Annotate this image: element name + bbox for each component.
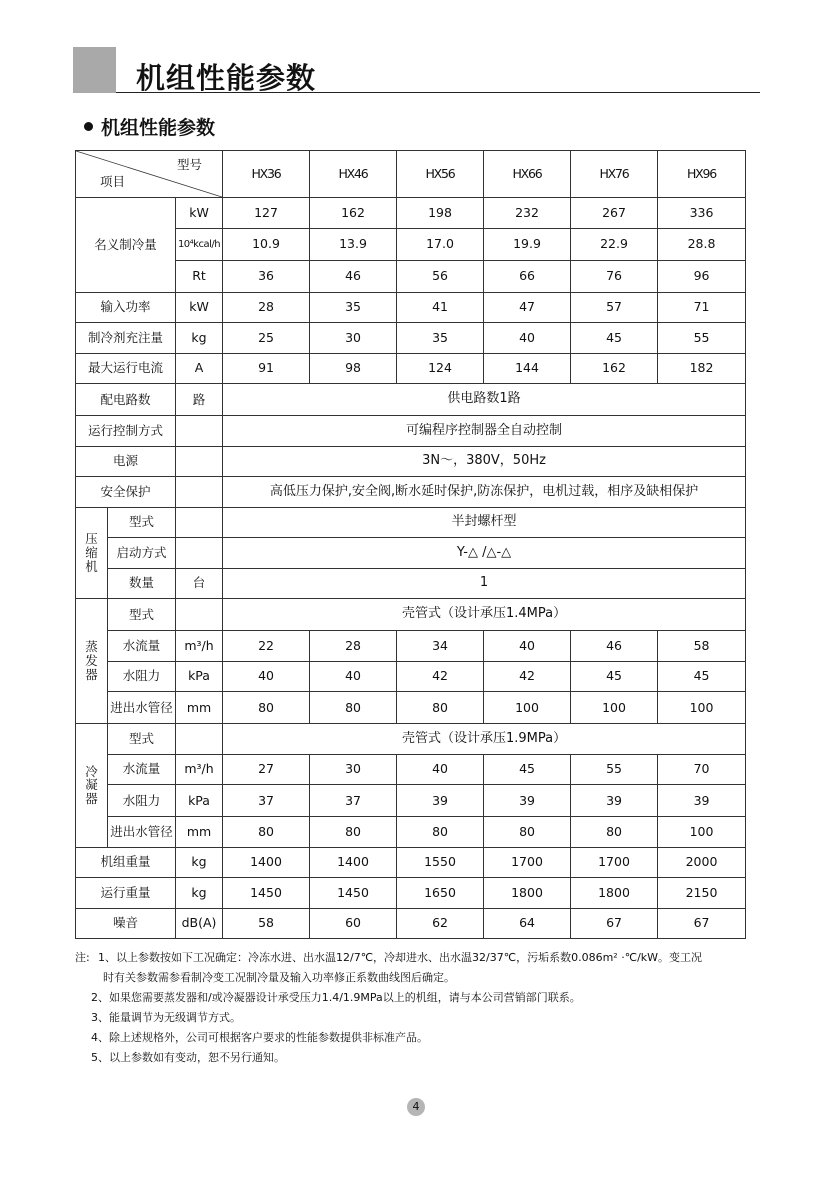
row-label: 安全保护 — [76, 477, 176, 508]
value-cell: 41 — [397, 292, 484, 323]
table-row — [76, 292, 746, 323]
row-label: 输入功率 — [76, 292, 176, 323]
value-cell: 39 — [658, 785, 746, 817]
value-cell: 336 — [658, 198, 746, 229]
unit-cell: 路 — [176, 384, 223, 416]
page-title: 机组性能参数 — [136, 61, 317, 95]
row-label: 水流量 — [108, 754, 176, 785]
value-cell: 144 — [484, 353, 571, 384]
table-row — [76, 228, 746, 260]
value-cell: 39 — [397, 785, 484, 817]
value-cell: 100 — [571, 692, 658, 724]
value-cell: 80 — [223, 817, 310, 848]
value-cell: 1800 — [571, 878, 658, 909]
table-row — [76, 692, 746, 724]
value-cell: 42 — [484, 661, 571, 692]
model-hx36: HX36 — [223, 151, 310, 198]
merged-value: Y-△ /△-△ — [223, 538, 746, 569]
value-cell: 10.9 — [223, 228, 310, 260]
value-cell: 17.0 — [397, 228, 484, 260]
table-row — [76, 847, 746, 878]
note-3: 3、能量调节为无级调节方式。 — [91, 1011, 241, 1024]
table-row — [76, 384, 746, 416]
value-cell: 80 — [310, 817, 397, 848]
value-cell: 37 — [310, 785, 397, 817]
value-cell: 232 — [484, 198, 571, 229]
value-cell: 162 — [571, 353, 658, 384]
value-cell: 30 — [310, 323, 397, 354]
table-row — [76, 661, 746, 692]
value-cell: 71 — [658, 292, 746, 323]
value-cell: 100 — [484, 692, 571, 724]
corner-cell — [76, 151, 223, 198]
unit-cell: dB(A) — [176, 908, 223, 939]
value-cell: 64 — [484, 908, 571, 939]
row-label: 型式 — [108, 724, 176, 755]
value-cell: 1400 — [310, 847, 397, 878]
value-cell: 2000 — [658, 847, 746, 878]
value-cell: 28.8 — [658, 228, 746, 260]
merged-value: 3N～，380V，50Hz — [223, 446, 746, 477]
unit-cell: kPa — [176, 661, 223, 692]
row-label: 启动方式 — [108, 538, 176, 569]
value-cell: 40 — [223, 661, 310, 692]
row-label: 进出水管径 — [108, 817, 176, 848]
value-cell: 25 — [223, 323, 310, 354]
value-cell: 28 — [310, 631, 397, 662]
value-cell: 60 — [310, 908, 397, 939]
merged-value: 可编程序控制器全自动控制 — [223, 416, 746, 447]
value-cell: 22.9 — [571, 228, 658, 260]
unit-cell: m³/h — [176, 631, 223, 662]
unit-cell — [176, 446, 223, 477]
table-row — [76, 260, 746, 292]
model-hx96: HX96 — [658, 151, 746, 198]
unit-cell: kg — [176, 847, 223, 878]
note-4: 4、除上述规格外，公司可根据客户要求的性能参数提供非标准产品。 — [91, 1031, 428, 1044]
corner-model-label: 型号 — [177, 157, 203, 172]
section-title: 机组性能参数 — [101, 117, 216, 139]
value-cell: 80 — [223, 692, 310, 724]
row-label: 型式 — [108, 599, 176, 631]
table-row — [76, 724, 746, 755]
value-cell: 96 — [658, 260, 746, 292]
value-cell: 22 — [223, 631, 310, 662]
unit-cell — [176, 538, 223, 569]
table-row — [76, 198, 746, 229]
value-cell: 80 — [484, 817, 571, 848]
header-gray-block — [73, 47, 116, 93]
model-hx76: HX76 — [571, 151, 658, 198]
value-cell: 100 — [658, 692, 746, 724]
value-cell: 80 — [310, 692, 397, 724]
value-cell: 66 — [484, 260, 571, 292]
row-label: 水流量 — [108, 631, 176, 662]
evaporator-group-label: 蒸发器 — [76, 599, 108, 724]
row-label: 运行重量 — [76, 878, 176, 909]
value-cell: 1550 — [397, 847, 484, 878]
table-row — [76, 446, 746, 477]
value-cell: 62 — [397, 908, 484, 939]
unit-cell: kg — [176, 323, 223, 354]
page-number: 4 — [407, 1098, 425, 1116]
value-cell: 91 — [223, 353, 310, 384]
table-header-row — [76, 151, 746, 198]
row-label: 进出水管径 — [108, 692, 176, 724]
value-cell: 1800 — [484, 878, 571, 909]
table-row — [76, 568, 746, 599]
value-cell: 40 — [484, 323, 571, 354]
value-cell: 39 — [484, 785, 571, 817]
value-cell: 2150 — [658, 878, 746, 909]
value-cell: 58 — [223, 908, 310, 939]
value-cell: 70 — [658, 754, 746, 785]
value-cell: 100 — [658, 817, 746, 848]
value-cell: 47 — [484, 292, 571, 323]
unit-cell: m³/h — [176, 754, 223, 785]
table-row — [76, 785, 746, 817]
value-cell: 35 — [310, 292, 397, 323]
value-cell: 40 — [310, 661, 397, 692]
unit-cell — [176, 599, 223, 631]
value-cell: 45 — [658, 661, 746, 692]
row-label: 运行控制方式 — [76, 416, 176, 447]
merged-value: 壳管式（设计承压1.4MPa） — [223, 599, 746, 631]
table-row — [76, 353, 746, 384]
value-cell: 13.9 — [310, 228, 397, 260]
row-label: 制冷剂充注量 — [76, 323, 176, 354]
model-hx56: HX56 — [397, 151, 484, 198]
value-cell: 267 — [571, 198, 658, 229]
unit-cell: mm — [176, 692, 223, 724]
merged-value: 高低压力保护,安全阀,断水延时保护,防冻保护，电机过载，相序及缺相保护 — [223, 477, 746, 508]
merged-value: 壳管式（设计承压1.9MPa） — [223, 724, 746, 755]
value-cell: 124 — [397, 353, 484, 384]
value-cell: 1450 — [310, 878, 397, 909]
value-cell: 67 — [571, 908, 658, 939]
table-row — [76, 477, 746, 508]
value-cell: 27 — [223, 754, 310, 785]
row-label: 水阻力 — [108, 785, 176, 817]
value-cell: 56 — [397, 260, 484, 292]
unit-cell: A — [176, 353, 223, 384]
table-row — [76, 507, 746, 538]
merged-value: 供电路数1路 — [223, 384, 746, 416]
value-cell: 35 — [397, 323, 484, 354]
row-label: 水阻力 — [108, 661, 176, 692]
notes-prefix: 注: — [75, 951, 90, 964]
corner-item-label: 项目 — [100, 174, 126, 190]
value-cell: 42 — [397, 661, 484, 692]
table-row — [76, 817, 746, 848]
value-cell: 1650 — [397, 878, 484, 909]
value-cell: 127 — [223, 198, 310, 229]
notes-block — [75, 948, 755, 1068]
row-label: 最大运行电流 — [76, 353, 176, 384]
performance-table — [75, 150, 746, 939]
unit-cell: Rt — [176, 260, 223, 292]
value-cell: 37 — [223, 785, 310, 817]
note-1-line-2: 时有关参数需参看制冷变工况制冷量及输入功率修正系数曲线图后确定。 — [103, 971, 455, 984]
note-1-line-1: 1、以上参数按如下工况确定：冷冻水进、出水温12/7℃，冷却进水、出水温32/37℃，污垢系数0.086m² ·℃/kW。变工况 — [98, 951, 703, 964]
value-cell: 1450 — [223, 878, 310, 909]
table-row — [76, 908, 746, 939]
value-cell: 45 — [571, 323, 658, 354]
value-cell: 162 — [310, 198, 397, 229]
unit-cell: mm — [176, 817, 223, 848]
table-row — [76, 538, 746, 569]
value-cell: 1400 — [223, 847, 310, 878]
table-row — [76, 878, 746, 909]
value-cell: 80 — [397, 692, 484, 724]
row-label: 型式 — [108, 507, 176, 538]
value-cell: 34 — [397, 631, 484, 662]
value-cell: 39 — [571, 785, 658, 817]
value-cell: 80 — [397, 817, 484, 848]
unit-cell: 10⁴kcal/h — [176, 228, 223, 260]
value-cell: 1700 — [571, 847, 658, 878]
unit-cell: kW — [176, 292, 223, 323]
table-row — [76, 754, 746, 785]
note-2: 2、如果您需要蒸发器和/或冷凝器设计承受压力1.4/1.9MPa以上的机组，请与本公司营销部门联系。 — [91, 991, 581, 1004]
table-row — [76, 631, 746, 662]
row-label: 噪音 — [76, 908, 176, 939]
row-label: 机组重量 — [76, 847, 176, 878]
unit-cell — [176, 416, 223, 447]
value-cell: 46 — [571, 631, 658, 662]
value-cell: 1700 — [484, 847, 571, 878]
value-cell: 182 — [658, 353, 746, 384]
value-cell: 45 — [484, 754, 571, 785]
table-row — [76, 323, 746, 354]
merged-value: 1 — [223, 568, 746, 599]
note-1 — [75, 948, 755, 988]
value-cell: 98 — [310, 353, 397, 384]
value-cell: 36 — [223, 260, 310, 292]
value-cell: 40 — [397, 754, 484, 785]
row-label: 配电路数 — [76, 384, 176, 416]
unit-cell: kW — [176, 198, 223, 229]
value-cell: 45 — [571, 661, 658, 692]
unit-cell — [176, 477, 223, 508]
value-cell: 57 — [571, 292, 658, 323]
value-cell: 80 — [571, 817, 658, 848]
value-cell: 28 — [223, 292, 310, 323]
cooling-label: 名义制冷量 — [76, 198, 176, 293]
unit-cell: 台 — [176, 568, 223, 599]
unit-cell — [176, 724, 223, 755]
model-hx66: HX66 — [484, 151, 571, 198]
value-cell: 19.9 — [484, 228, 571, 260]
table-row — [76, 599, 746, 631]
note-5: 5、以上参数如有变动，恕不另行通知。 — [91, 1051, 285, 1064]
unit-cell: kg — [176, 878, 223, 909]
value-cell: 30 — [310, 754, 397, 785]
section-heading — [84, 113, 215, 140]
value-cell: 76 — [571, 260, 658, 292]
value-cell: 58 — [658, 631, 746, 662]
unit-cell: kPa — [176, 785, 223, 817]
condenser-group-label: 冷凝器 — [76, 724, 108, 848]
unit-cell — [176, 507, 223, 538]
value-cell: 55 — [658, 323, 746, 354]
header-rule — [116, 92, 760, 93]
value-cell: 55 — [571, 754, 658, 785]
bullet-icon — [84, 122, 93, 131]
model-hx46: HX46 — [310, 151, 397, 198]
value-cell: 46 — [310, 260, 397, 292]
value-cell: 40 — [484, 631, 571, 662]
value-cell: 67 — [658, 908, 746, 939]
merged-value: 半封螺杆型 — [223, 507, 746, 538]
row-label: 数量 — [108, 568, 176, 599]
row-label: 电源 — [76, 446, 176, 477]
value-cell: 198 — [397, 198, 484, 229]
table-row — [76, 416, 746, 447]
compressor-group-label: 压缩机 — [76, 507, 108, 599]
